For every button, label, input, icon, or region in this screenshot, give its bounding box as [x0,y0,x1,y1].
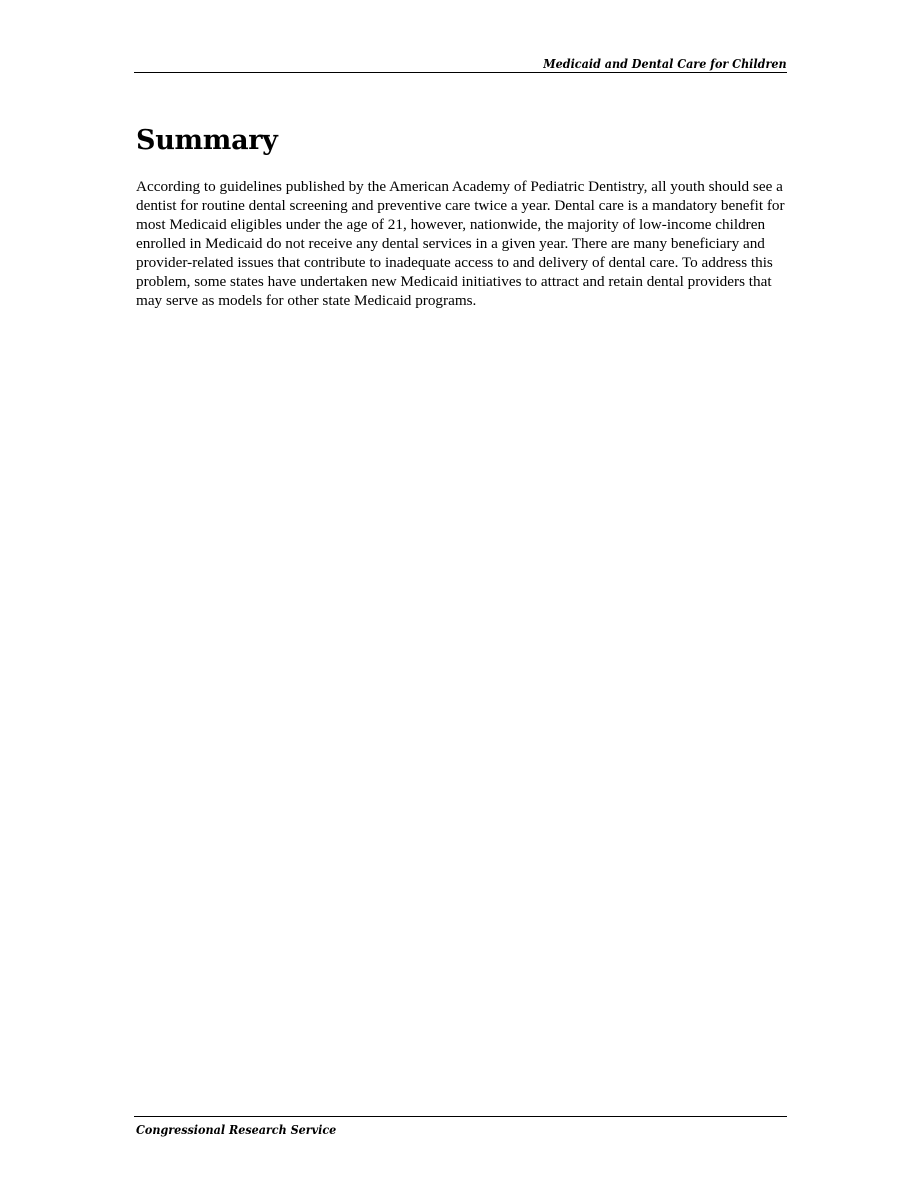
footer-publisher: Congressional Research Service [136,1123,337,1137]
section-heading: Summary [136,125,278,156]
running-header [134,55,787,73]
running-header-title: Medicaid and Dental Care for Children [543,57,787,71]
summary-paragraph: According to guidelines published by the American Academy of Pediatric Dentistry, all youth should see a dentist for routine dental screening and preventive care twice a year. Dental care is a mandatory benefit for most Medicaid eligibles under the age of 21, however, nationwide, the majority of low-income children enrolled in Medicaid do not receive any dental services in a given year. There are many beneficiary and provider-related issues that contribute to inadequate access to and delivery of dental care. To address this problem, some states have undertaken new Medicaid initiatives to attract and retain dental providers that may serve as models for other state Medicaid programs. [136,178,785,309]
running-footer [134,1116,787,1139]
